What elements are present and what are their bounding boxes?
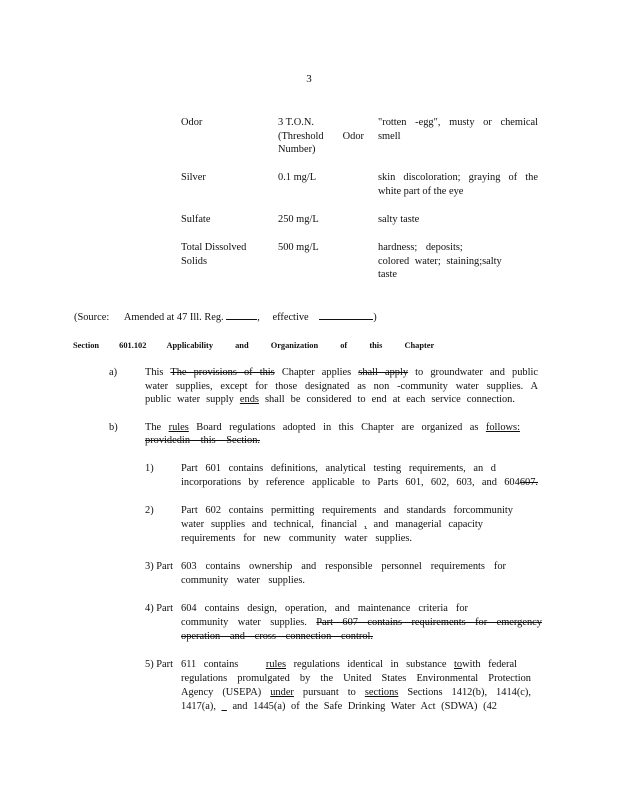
contaminant-effect: skin discoloration; graying of the <box>378 172 538 183</box>
item-line <box>181 700 497 714</box>
item-line <box>181 518 483 532</box>
section-heading <box>73 339 434 353</box>
contaminant-level: (Threshold Odor <box>278 131 364 142</box>
item-marker: 2) <box>145 505 154 516</box>
text-run: shall be considered to end at each service connection. <box>264 394 515 405</box>
deleted-text: providedin this Section. <box>145 435 260 446</box>
item-line <box>181 686 531 700</box>
contaminant-effect: taste <box>378 269 398 280</box>
text-run: This <box>145 367 164 378</box>
text-run: and managerial capacity <box>373 519 483 530</box>
text-run: Agency (USEPA) <box>181 687 262 698</box>
item-marker: 5) Part <box>145 659 173 670</box>
text-run: Chapter applies <box>281 367 352 378</box>
deleted-text: The provisions of this <box>170 367 275 378</box>
paragraph-b-line <box>145 434 260 448</box>
item-line <box>181 630 373 644</box>
deleted-text: shall apply <box>358 367 409 378</box>
contaminant-level: Number) <box>278 144 316 155</box>
item-line: community water supplies. <box>181 575 305 586</box>
item-line <box>181 476 538 490</box>
text-run: The <box>145 422 162 433</box>
inserted-text: sections <box>364 687 399 698</box>
paragraph-b-line <box>145 421 520 435</box>
deleted-text: 607. <box>519 477 538 488</box>
contaminant-effect: white part of the eye <box>378 186 464 197</box>
contaminant-level: 250 mg/L <box>278 214 319 225</box>
text-run: water supplies and technical, financial <box>181 519 358 530</box>
paragraph-a-line <box>145 393 515 407</box>
item-line: 603 contains ownership and responsible personnel requirements for <box>181 561 506 572</box>
source-comma: , <box>257 312 260 323</box>
item-marker: 3) Part <box>145 561 173 572</box>
section-number: 601.102 <box>119 341 147 350</box>
inserted-text: _ <box>221 701 227 712</box>
item-marker: 1) <box>145 463 154 474</box>
paragraph-marker: a) <box>109 367 118 378</box>
contaminant-name: Sulfate <box>181 214 211 225</box>
effective-date-blank <box>319 310 373 320</box>
contaminant-effect: hardness; deposits; <box>378 242 463 253</box>
text-run: Sections 1412(b), 1414(c), <box>407 687 531 698</box>
inserted-text: rules <box>265 659 287 670</box>
text-run: pursuant to <box>302 687 356 698</box>
contaminant-level: 0.1 mg/L <box>278 172 317 183</box>
source-text: Amended at 47 Ill. Reg. <box>123 312 224 323</box>
text-run: incorporations by reference applicable to Parts 601, 602, 603, and 604 <box>181 477 520 488</box>
source-close: ) <box>373 312 377 323</box>
item-line: Part 601 contains definitions, analytical testing requirements, an d <box>181 463 496 474</box>
source-note <box>74 310 394 325</box>
section-label: Section <box>73 341 100 350</box>
item-line: 604 contains design, operation, and maintenance criteria for <box>181 603 468 614</box>
text-run: community water supplies. <box>181 617 307 628</box>
contaminant-effect: salty taste <box>378 214 420 225</box>
text-run: Board regulations adopted in this Chapter are organized as <box>196 422 479 433</box>
item-line: Part 602 contains permitting requirements and standards forcommunity <box>181 505 513 516</box>
paragraph-a-line <box>145 366 538 380</box>
page-number: 3 <box>306 73 312 85</box>
text-run: to groundwater and public <box>415 367 538 378</box>
contaminant-level: 3 T.O.N. <box>278 117 314 128</box>
text-run: with federal <box>462 659 517 670</box>
contaminant-name: Total Dissolved <box>181 242 247 253</box>
inserted-text: to <box>454 659 463 670</box>
item-line <box>181 658 517 672</box>
inserted-text: under <box>270 687 294 698</box>
item-marker: 4) Part <box>145 603 173 614</box>
text-run: 1417(a), <box>181 701 216 712</box>
deleted-text: operation and cross connection control. <box>181 631 373 642</box>
inserted-text: , <box>363 519 367 530</box>
contaminant-level: 500 mg/L <box>278 242 319 253</box>
register-blank <box>226 310 257 320</box>
source-prefix: (Source: <box>74 312 110 323</box>
item-line: regulations promulgated by the United States Environmental Protection <box>181 673 531 684</box>
inserted-text: rules <box>168 422 189 433</box>
contaminant-effect: "rotten -egg", musty or chemical <box>378 117 538 128</box>
contaminant-effect: colored water; staining;salty <box>378 256 502 267</box>
paragraph-marker: b) <box>109 422 118 433</box>
text-run: public water supply <box>145 394 234 405</box>
item-line: requirements for new community water supplies. <box>181 533 412 544</box>
paragraph-a-line: water supplies, except for those designated as non -community water supplies. A <box>145 381 538 392</box>
contaminant-effect: smell <box>378 131 401 142</box>
contaminant-name: Odor <box>181 117 203 128</box>
inserted-text: ends <box>239 394 259 405</box>
item-line <box>181 616 542 630</box>
contaminant-name: Solids <box>181 256 207 267</box>
section-title: Applicability and Organization of this Chapter <box>166 341 435 350</box>
text-run: 611 contains <box>181 659 239 670</box>
inserted-text: follows: <box>485 422 520 433</box>
contaminant-name: Silver <box>181 172 206 183</box>
text-run: and 1445(a) of the Safe Drinking Water Act (SDWA) (42 <box>232 701 497 712</box>
text-run: regulations identical in substance <box>293 659 447 670</box>
source-effective: effective <box>272 312 309 323</box>
deleted-text: Part 607 contains requirements for emergency <box>316 617 542 628</box>
